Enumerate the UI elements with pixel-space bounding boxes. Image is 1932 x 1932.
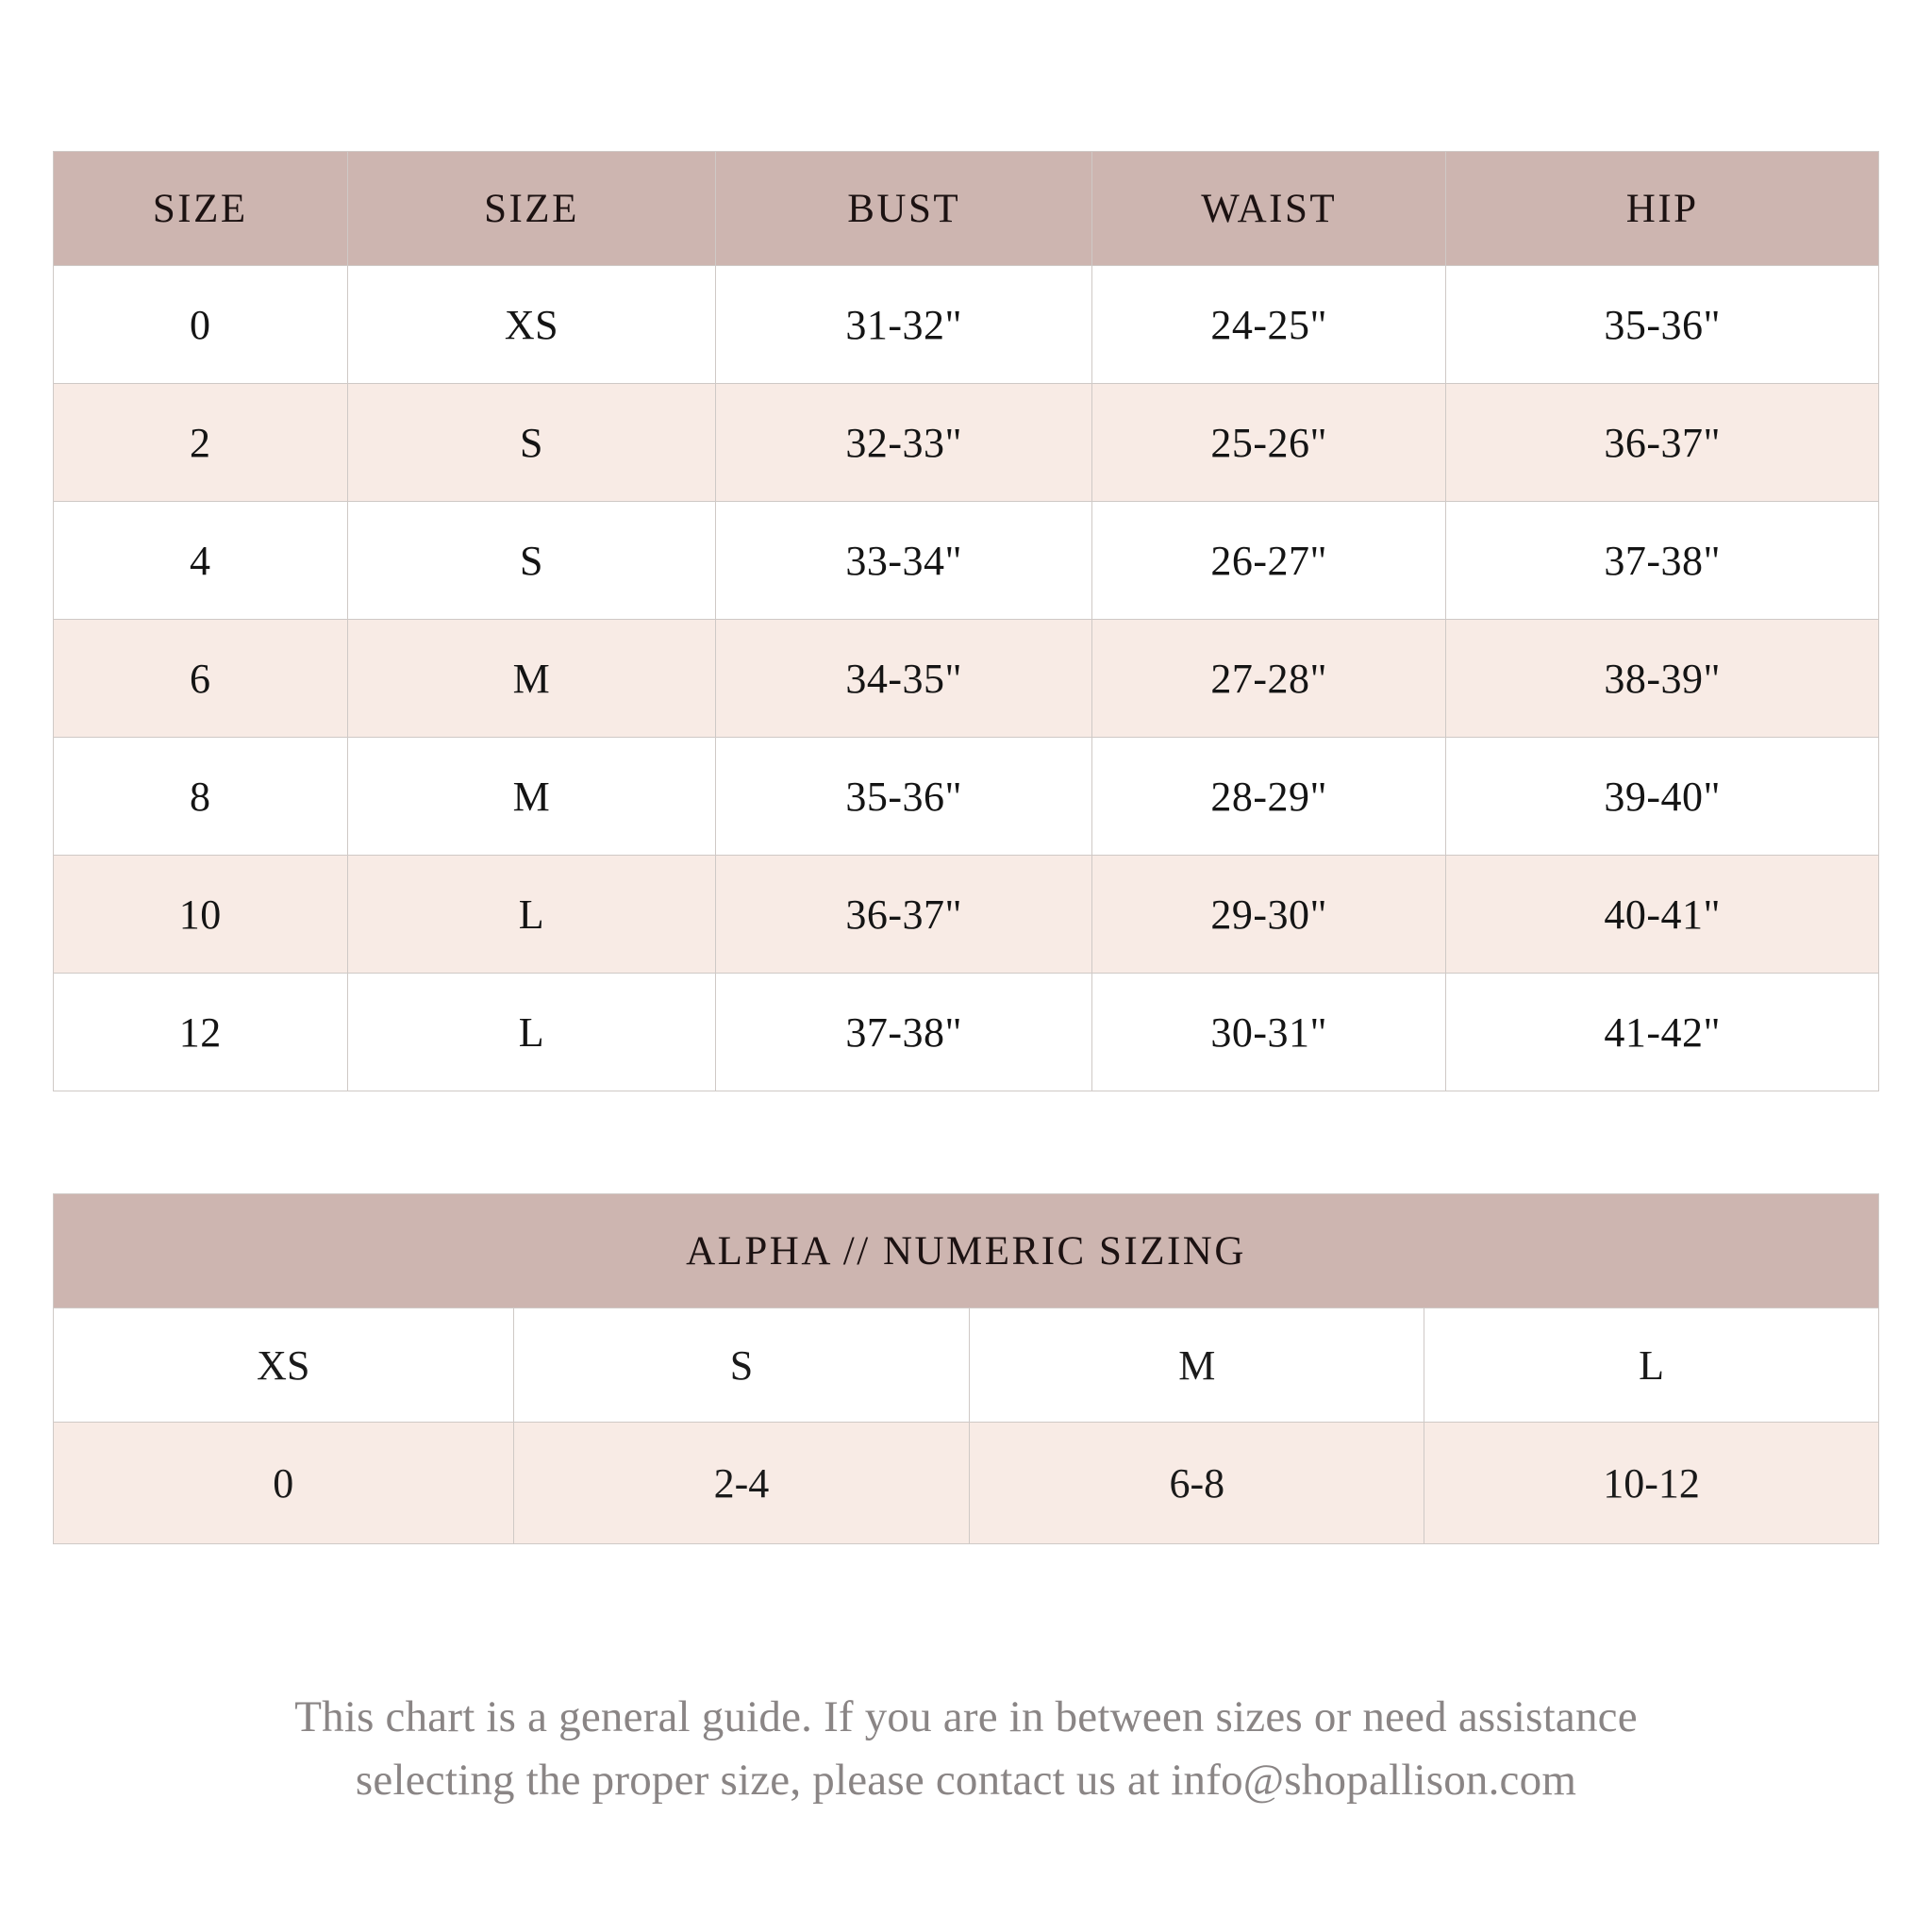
alpha-header-row: [54, 1308, 1879, 1423]
table-row: [54, 502, 1879, 620]
alpha-value-m: 6-8: [970, 1423, 1424, 1544]
cell-bust: 31-32": [716, 266, 1092, 384]
cell-hip: 39-40": [1446, 738, 1879, 856]
cell-hip: 37-38": [1446, 502, 1879, 620]
size-chart-header-row: [54, 152, 1879, 266]
cell-size-numeric: 10: [54, 856, 348, 974]
cell-bust: 32-33": [716, 384, 1092, 502]
disclaimer-note: [53, 1686, 1879, 1811]
cell-size-numeric: 8: [54, 738, 348, 856]
table-row: [54, 266, 1879, 384]
column-header-waist: WAIST: [1092, 152, 1446, 266]
alpha-value-s: 2-4: [513, 1423, 970, 1544]
cell-waist: 27-28": [1092, 620, 1446, 738]
cell-hip: 35-36": [1446, 266, 1879, 384]
alpha-value-l: 10-12: [1424, 1423, 1879, 1544]
alpha-header-xs: XS: [54, 1308, 514, 1423]
alpha-numeric-title: ALPHA // NUMERIC SIZING: [54, 1194, 1879, 1308]
cell-bust: 34-35": [716, 620, 1092, 738]
cell-waist: 25-26": [1092, 384, 1446, 502]
table-row: [54, 738, 1879, 856]
alpha-numeric-section: [53, 1193, 1879, 1544]
cell-hip: 41-42": [1446, 974, 1879, 1091]
cell-bust: 36-37": [716, 856, 1092, 974]
alpha-header-m: M: [970, 1308, 1424, 1423]
cell-size-alpha: L: [347, 974, 716, 1091]
table-row: [54, 974, 1879, 1091]
cell-size-numeric: 2: [54, 384, 348, 502]
disclaimer-line-2: selecting the proper size, please contact us at info@shopallison.com: [355, 1755, 1577, 1805]
cell-bust: 33-34": [716, 502, 1092, 620]
cell-size-alpha: M: [347, 738, 716, 856]
alpha-header-s: S: [513, 1308, 970, 1423]
alpha-values-row: [54, 1423, 1879, 1544]
cell-size-alpha: XS: [347, 266, 716, 384]
cell-hip: 40-41": [1446, 856, 1879, 974]
alpha-header-l: L: [1424, 1308, 1879, 1423]
column-header-bust: BUST: [716, 152, 1092, 266]
cell-hip: 38-39": [1446, 620, 1879, 738]
cell-waist: 26-27": [1092, 502, 1446, 620]
cell-hip: 36-37": [1446, 384, 1879, 502]
table-row: [54, 856, 1879, 974]
cell-size-numeric: 4: [54, 502, 348, 620]
cell-bust: 35-36": [716, 738, 1092, 856]
disclaimer-line-1: This chart is a general guide. If you are in between sizes or need assistance: [294, 1692, 1638, 1741]
alpha-numeric-table: [53, 1193, 1879, 1544]
column-header-size-numeric: SIZE: [54, 152, 348, 266]
cell-waist: 30-31": [1092, 974, 1446, 1091]
cell-size-alpha: S: [347, 502, 716, 620]
size-chart-table: [53, 151, 1879, 1091]
column-header-size-alpha: SIZE: [347, 152, 716, 266]
cell-size-numeric: 12: [54, 974, 348, 1091]
table-row: [54, 384, 1879, 502]
cell-waist: 24-25": [1092, 266, 1446, 384]
table-row: [54, 620, 1879, 738]
column-header-hip: HIP: [1446, 152, 1879, 266]
cell-waist: 28-29": [1092, 738, 1446, 856]
cell-size-alpha: L: [347, 856, 716, 974]
cell-bust: 37-38": [716, 974, 1092, 1091]
cell-size-numeric: 0: [54, 266, 348, 384]
cell-size-alpha: S: [347, 384, 716, 502]
cell-waist: 29-30": [1092, 856, 1446, 974]
cell-size-numeric: 6: [54, 620, 348, 738]
cell-size-alpha: M: [347, 620, 716, 738]
alpha-value-xs: 0: [54, 1423, 514, 1544]
